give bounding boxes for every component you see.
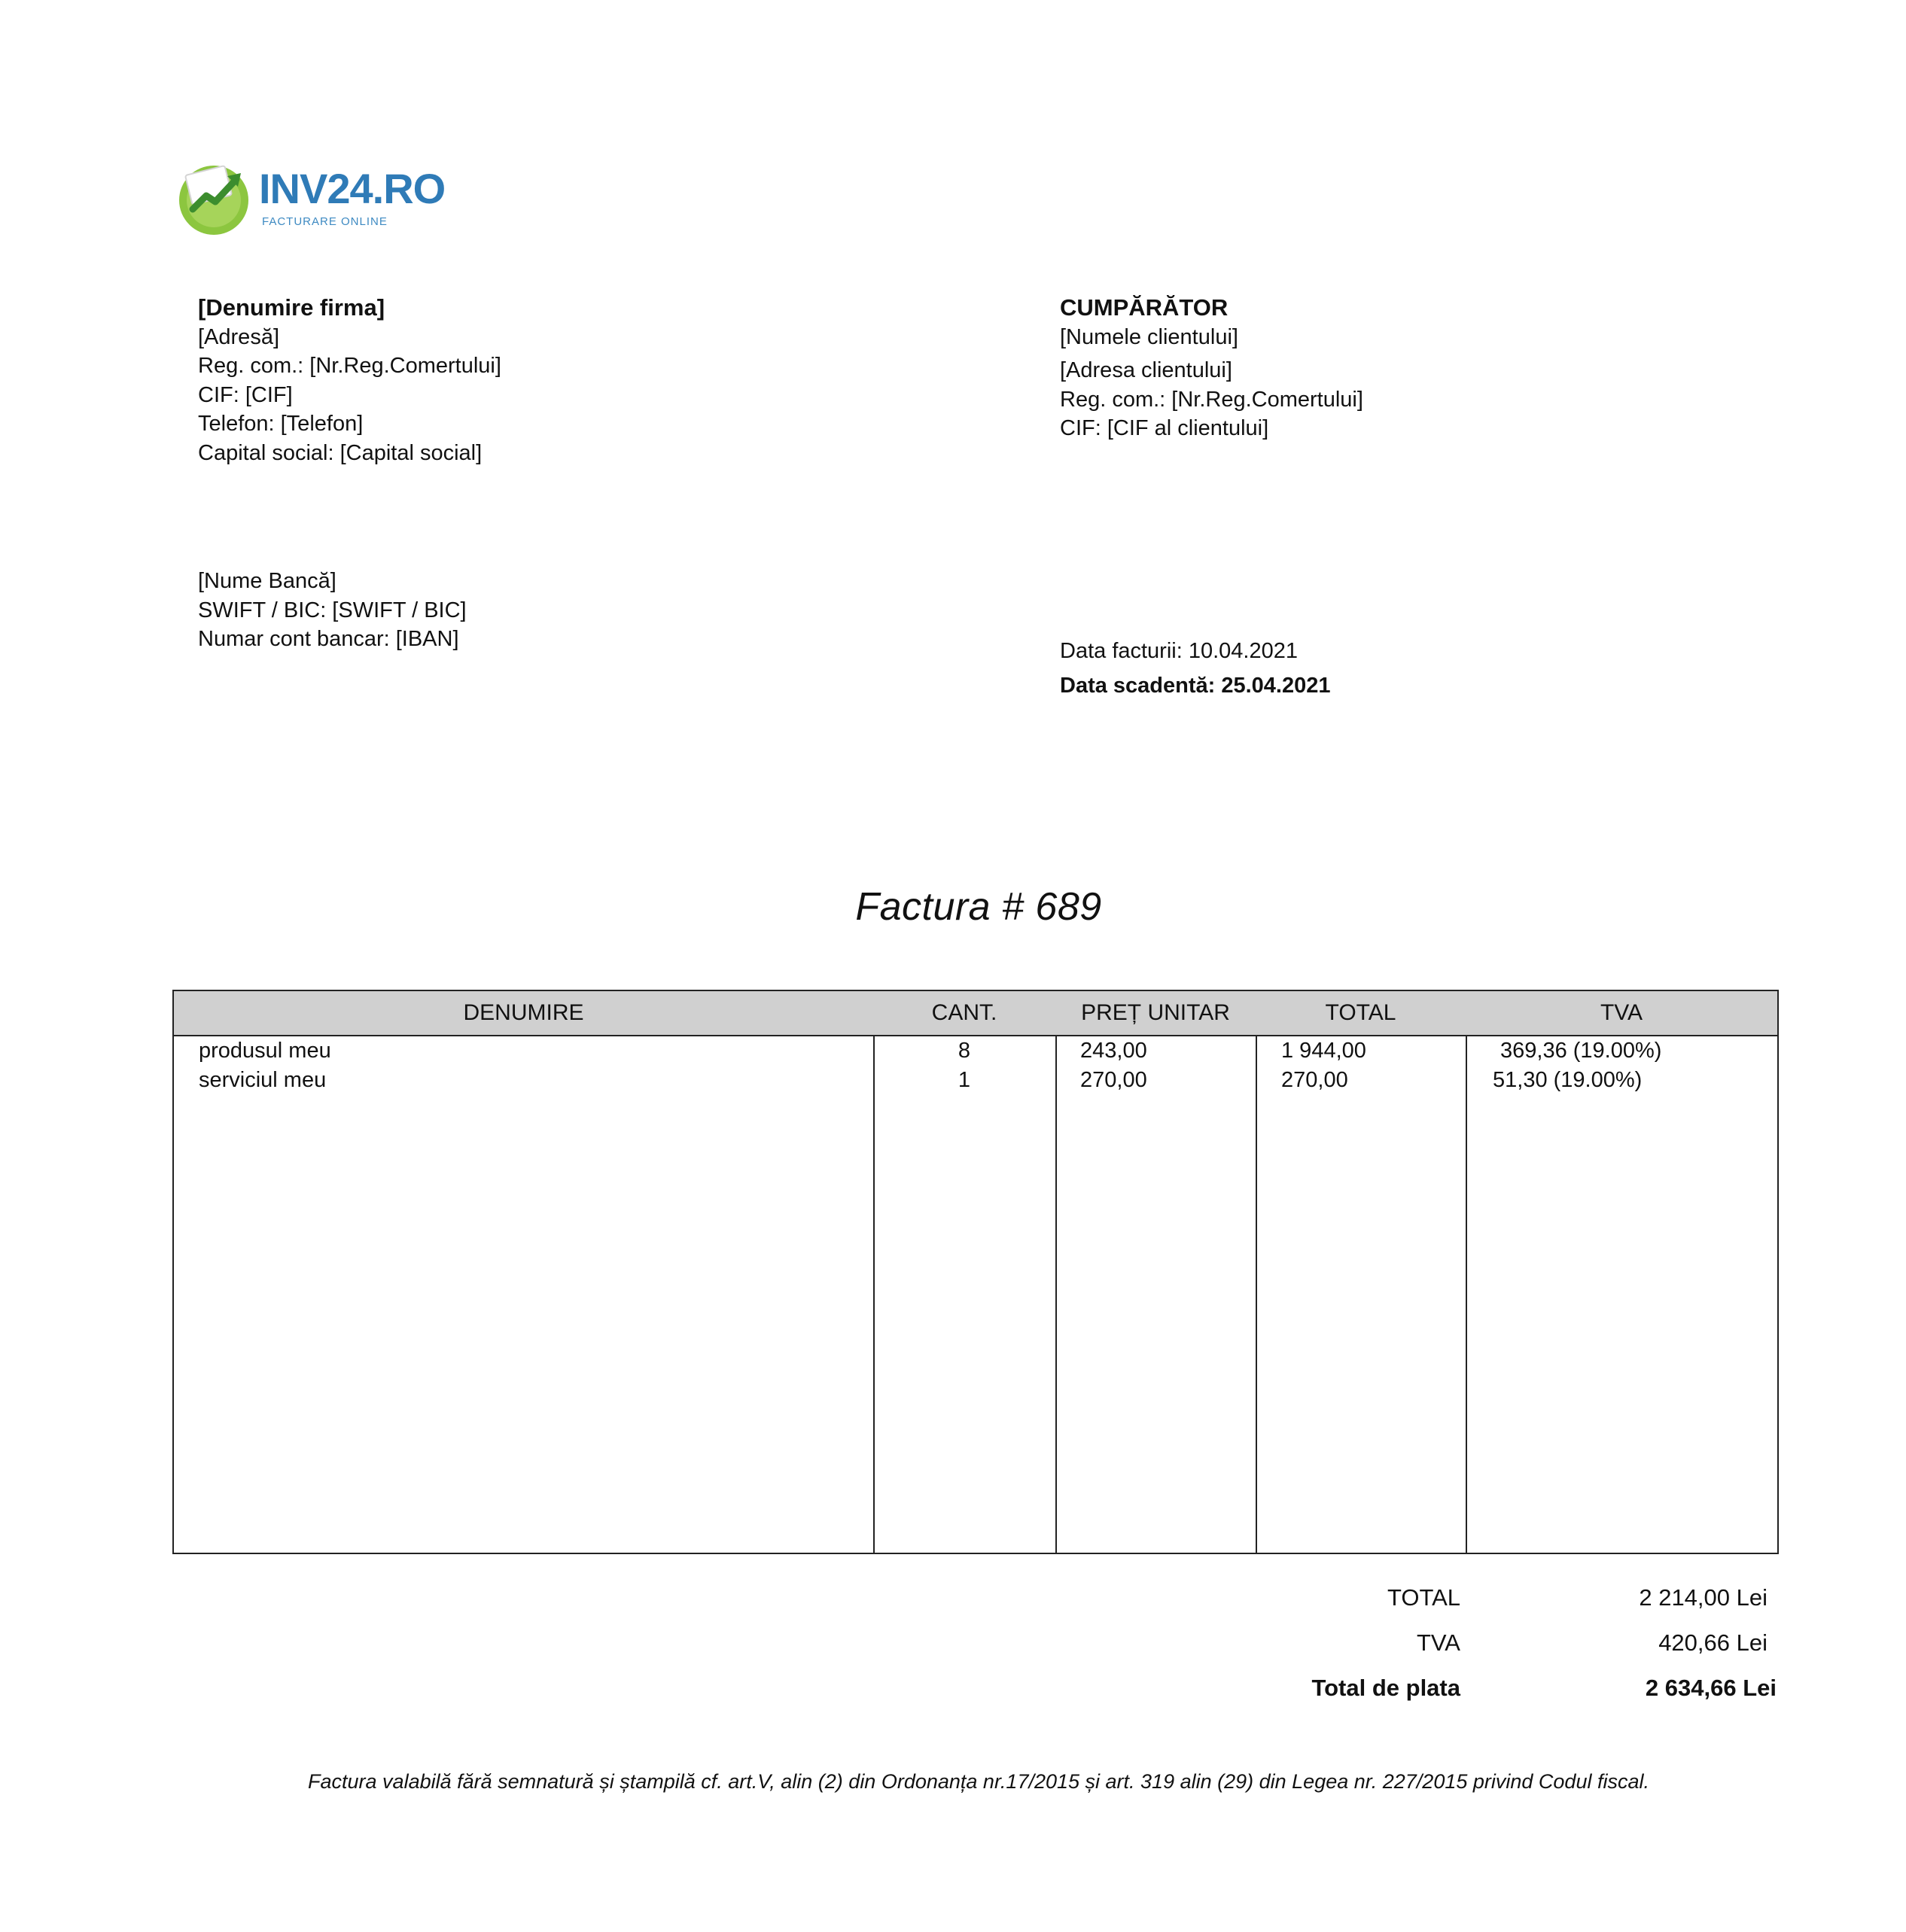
invoice-date: Data facturii: 10.04.2021 [1060,639,1298,663]
bank-iban: Numar cont bancar: [IBAN] [198,627,459,651]
company-logo [175,157,446,239]
seller-cif: CIF: [CIF] [198,382,293,407]
bank-name: [Nume Bancă] [198,569,336,593]
bank-details [198,567,875,654]
due-date: Data scadentă: 25.04.2021 [1060,674,1331,698]
seller-details [198,294,875,467]
table-row [174,1036,1777,1066]
seller-capital: Capital social: [Capital social] [198,440,483,465]
summary-total-row [1204,1584,1777,1619]
item-total: 1 944,00 [1281,1039,1366,1063]
buyer-details [1060,294,1737,443]
buyer-name: [Numele clientului] [1060,324,1238,349]
item-vat: 369,36 (19.00%) [1500,1039,1662,1063]
summary-total-value: 2 214,00 Lei [1639,1584,1767,1611]
header-pret-unitar: PREȚ UNITAR [1081,1000,1230,1025]
table-row [174,1066,1777,1095]
summary-vat-label: TVA [1417,1629,1460,1656]
seller-address: [Adresă] [198,324,279,349]
items-table [172,990,1779,1554]
summary-pay-value: 2 634,66 Lei [1645,1675,1777,1701]
logo-tagline: FACTURARE ONLINE [262,215,388,228]
seller-company-name: [Denumire firma] [198,294,385,321]
header-denumire: DENUMIRE [463,1000,584,1025]
item-vat: 51,30 (19.00%) [1493,1068,1643,1092]
seller-phone: Telefon: [Telefon] [198,412,364,436]
table-header [174,991,1777,1036]
summary-pay-label: Total de plata [1311,1675,1460,1701]
buyer-heading: CUMPĂRĂTOR [1060,294,1229,321]
buyer-cif: CIF: [CIF al clientului] [1060,416,1269,440]
item-qty: 1 [958,1068,971,1092]
item-price: 270,00 [1080,1068,1147,1092]
item-name: serviciul meu [199,1068,327,1092]
invoice-dates [1060,634,1737,703]
legal-footer: Factura valabilă fără semnatură și ștampilă cf. art.V, alin (2) din Ordonanța nr.17/2015 și art. 319 alin (29) din Legea nr. 227/2015 privind Codul fiscal. [308,1770,1649,1793]
buyer-address: [Adresa clientului] [1060,358,1232,382]
header-tva: TVA [1600,1000,1643,1025]
summary-vat-value: 420,66 Lei [1658,1629,1767,1656]
buyer-reg-com: Reg. com.: [Nr.Reg.Comertului] [1060,387,1363,412]
invoice-title: Factura # 689 [855,885,1102,929]
header-cant: CANT. [931,1000,997,1025]
item-name: produsul meu [199,1039,331,1063]
summary-total-label: TOTAL [1387,1584,1460,1611]
header-total: TOTAL [1325,1000,1396,1025]
logo-badge-icon [175,157,257,239]
summary-vat-row [1204,1629,1777,1664]
logo-name: INV24.RO [259,165,446,212]
bank-swift: SWIFT / BIC: [SWIFT / BIC] [198,598,467,622]
summary-pay-row [1204,1675,1777,1709]
seller-reg-com: Reg. com.: [Nr.Reg.Comertului] [198,354,501,378]
item-total: 270,00 [1281,1068,1348,1092]
item-price: 243,00 [1080,1039,1147,1063]
item-qty: 8 [958,1039,971,1063]
